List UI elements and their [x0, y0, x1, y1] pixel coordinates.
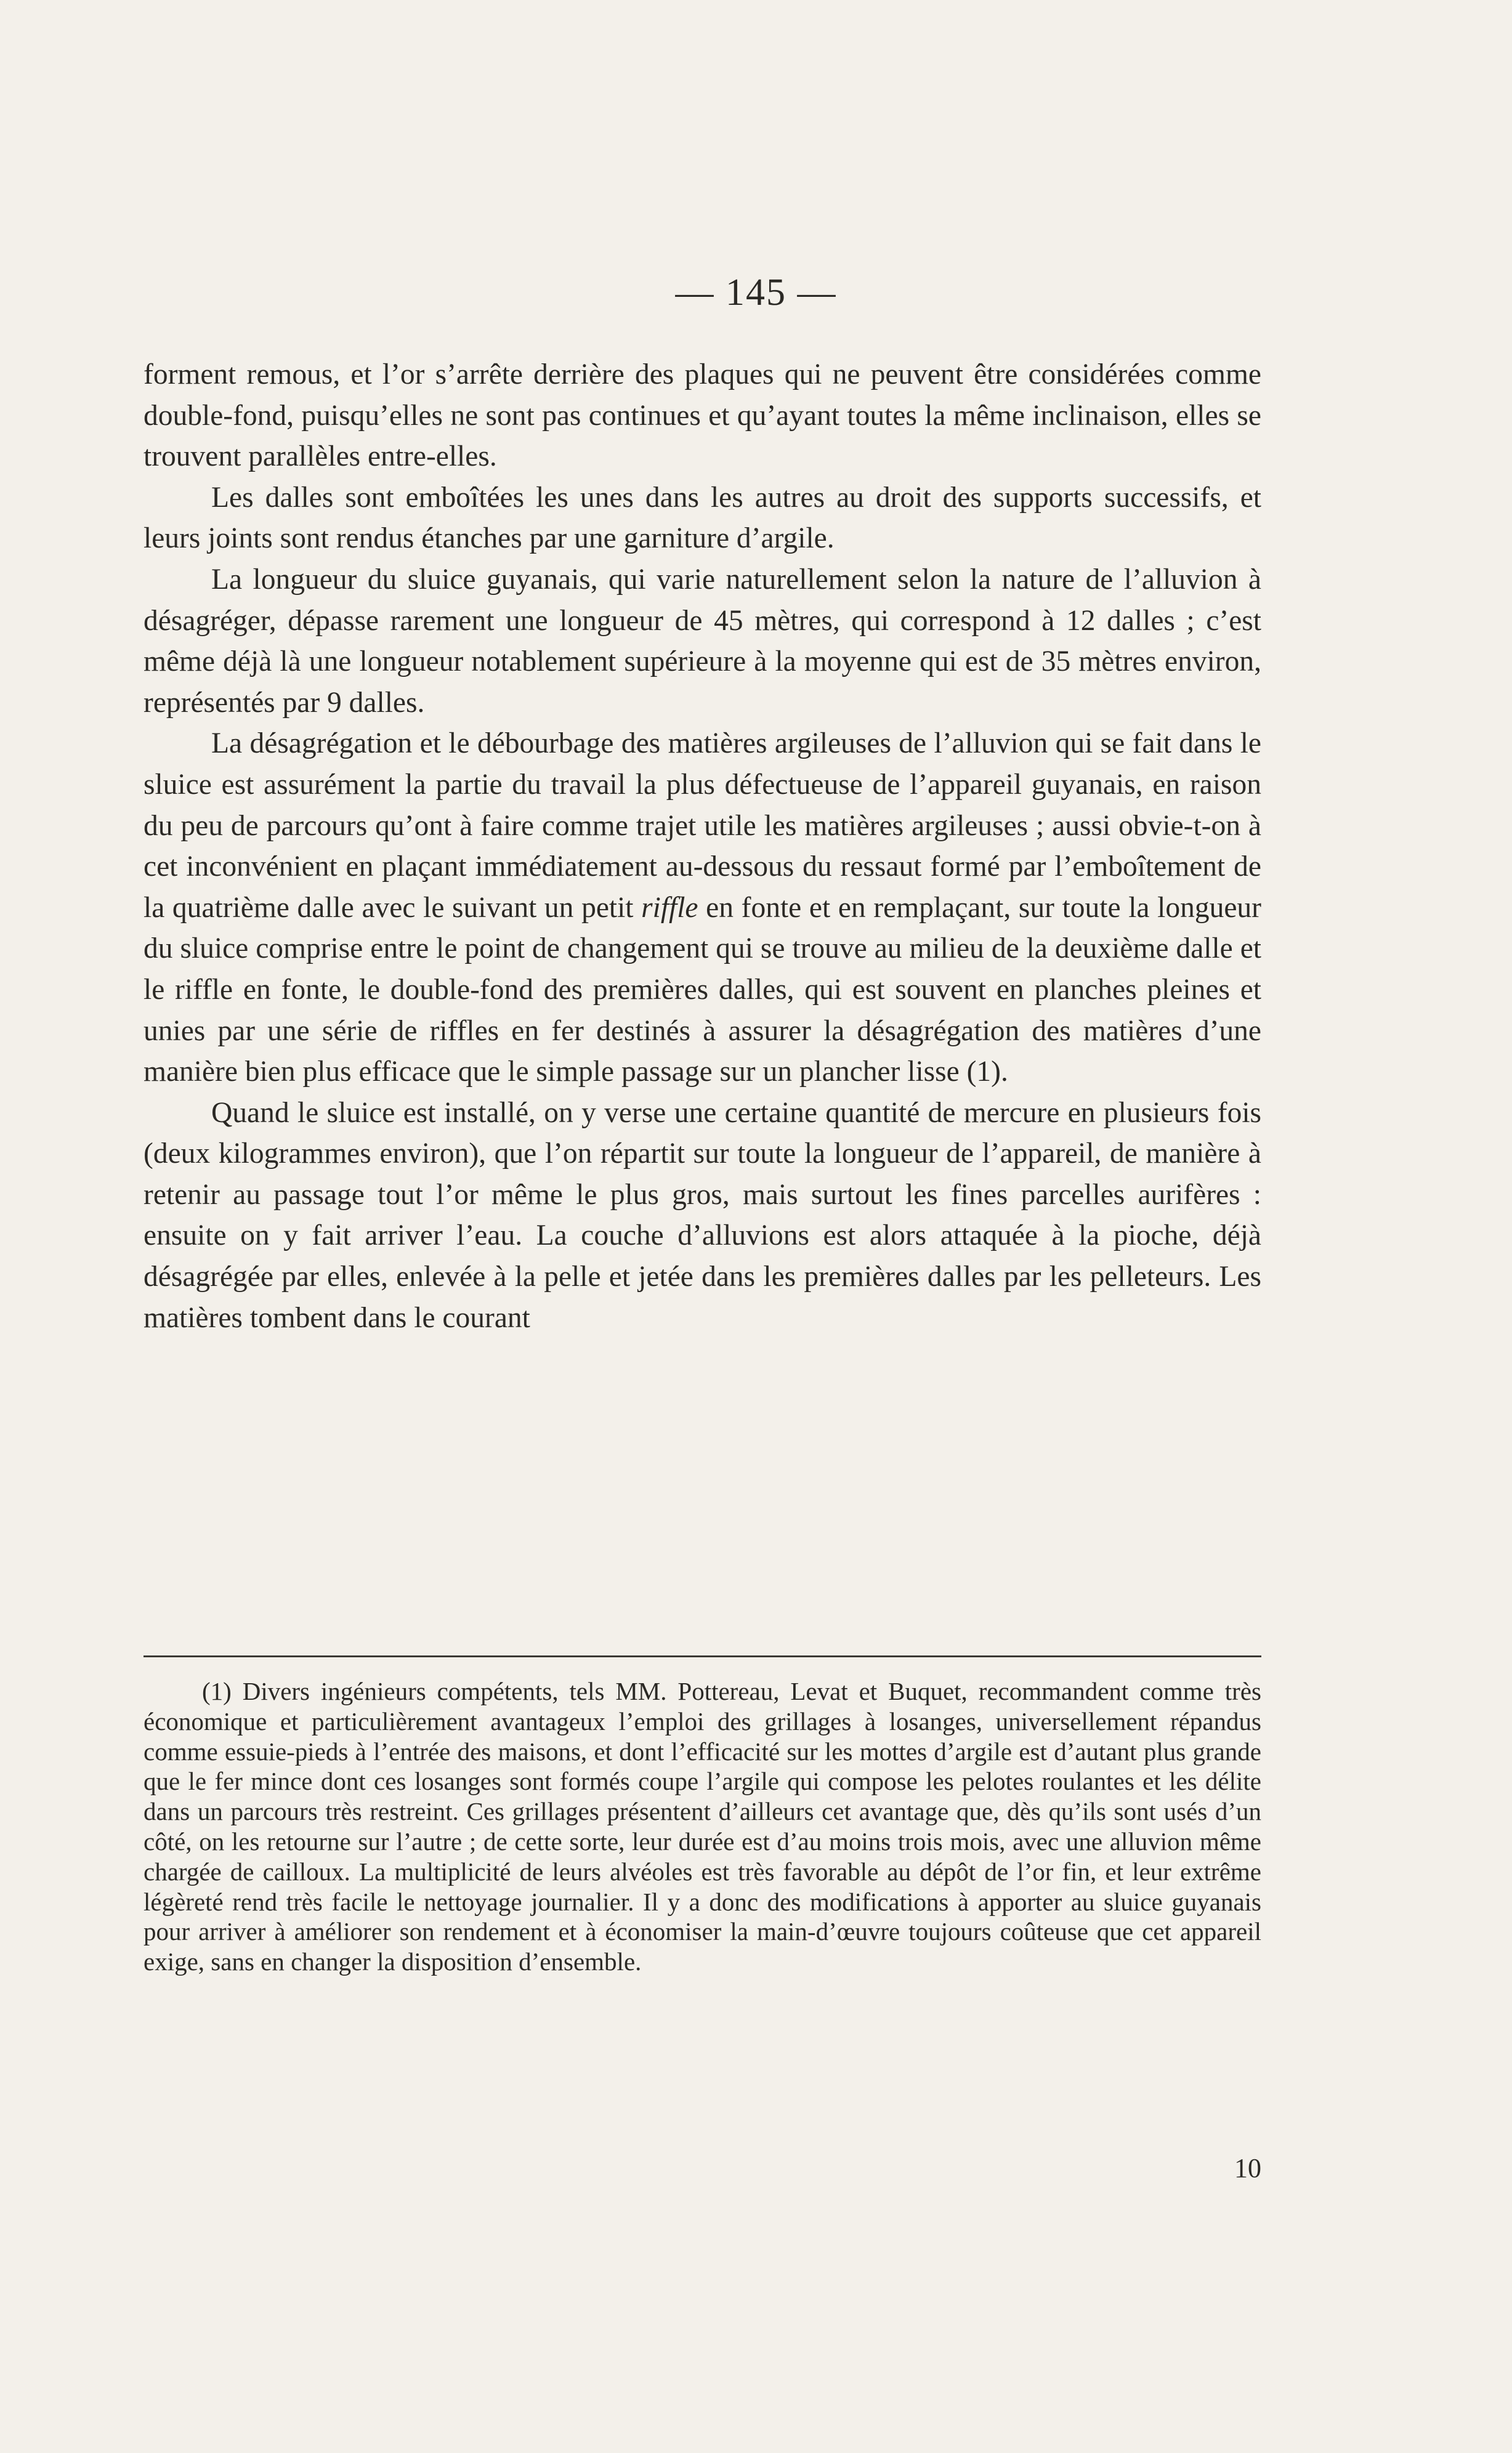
- paragraph-1: forment remous, et l’or s’arrête derrière des plaques qui ne peuvent être considérées comme double-fond, puisqu’elles ne sont pas continues et qu’ayant toutes la même inclinaison, elles se trouvent parallèles entre-elles.: [144, 358, 1261, 473]
- main-text: [144, 354, 1261, 1338]
- paragraph-3: La longueur du sluice guyanais, qui varie naturellement selon la nature de l’alluvion à désagréger, dépasse rarement une longueur de 45 mètres, qui correspond à 12 dalles ; c’est même déjà là une longueur notablement supérieure à la moyenne qui est de 35 mètres environ, représentés par 9 dalles.: [144, 563, 1261, 719]
- paragraph-4-text-end: en fonte et en remplaçant, sur toute la longueur du sluice comprise entre le point de changement qui se trouve au milieu de la deuxième dalle et le riffle en fonte, le double-fond des premières dalles, qui est souvent en planches pleines et unies par une série de riffles en fer destinés à assurer la désagrégation des matières d’une manière bien plus efficace que le simple passage sur un plancher lisse (1).: [144, 891, 1261, 1088]
- footnote: (1) Divers ingénieurs compétents, tels MM. Pottereau, Levat et Buquet, recommandent comme très économique et particulièrement avantageux l’emploi des grillages à losanges, universellement répandus comme essuie-pieds à l’entrée des maisons, et dont l’efficacité sur les mottes d’argile est d’autant plus grande que le fer mince dont ces losanges sont formés coupe l’argile qui compose les pelotes roulantes et les délite dans un parcours très restreint. Ces grillages présentent d’ailleurs cet avantage que, dès qu’ils sont usés d’un côté, on les retourne sur l’autre ; de cette sorte, leur durée est d’au moins trois mois, avec une alluvion même chargée de cailloux. La multiplicité de leurs alvéoles est très favorable au dépôt de l’or fin, et leur extrême légèreté rend très facile le nettoyage journalier. Il y a donc des modifications à apporter au sluice guyanais pour arriver à améliorer son rendement et à économiser la main-d’œuvre toujours coûteuse que cet appareil exige, sans en changer la disposition d’ensemble.: [144, 1677, 1261, 1976]
- page-number: — 145 —: [675, 272, 837, 313]
- signature-mark: 10: [1234, 2153, 1261, 2183]
- italic-term-riffle: riffle: [641, 891, 698, 924]
- paragraph-2: Les dalles sont emboîtées les unes dans les autres au droit des supports successifs, et leurs joints sont rendus étanches par une garniture d’argile.: [144, 481, 1261, 555]
- paragraph-5: Quand le sluice est installé, on y verse une certaine quantité de mercure en plusieurs fois (deux kilogrammes environ), que l’on répartit sur toute la longueur de l’appareil, de manière à retenir au passage tout l’or même le plus gros, mais surtout les fines parcelles aurifères : ensuite on y fait arriver l’eau. La couche d’alluvions est alors attaquée à la pioche, déjà désagrégée par elles, enlevée à la pelle et jetée dans les premières dalles par les pelleteurs. Les matières tombent dans le courant: [144, 1096, 1261, 1334]
- footnote-separator: [144, 1655, 1261, 1657]
- paragraph-4-text-start: La désagrégation et le débourbage des matières argileuses de l’alluvion qui se fait dans le sluice est assurément la partie du travail la plus défectueuse de l’appareil guyanais, en raison du peu de parcours qu’ont à faire comme trajet utile les matières argileuses ; aussi obvie-t-on à cet inconvénient en plaçant immédiatement au-dessous du ressaut formé par l’emboîtement de la quatrième dalle avec le suivant un petit: [144, 727, 1261, 924]
- paragraph-4: [144, 723, 1261, 1092]
